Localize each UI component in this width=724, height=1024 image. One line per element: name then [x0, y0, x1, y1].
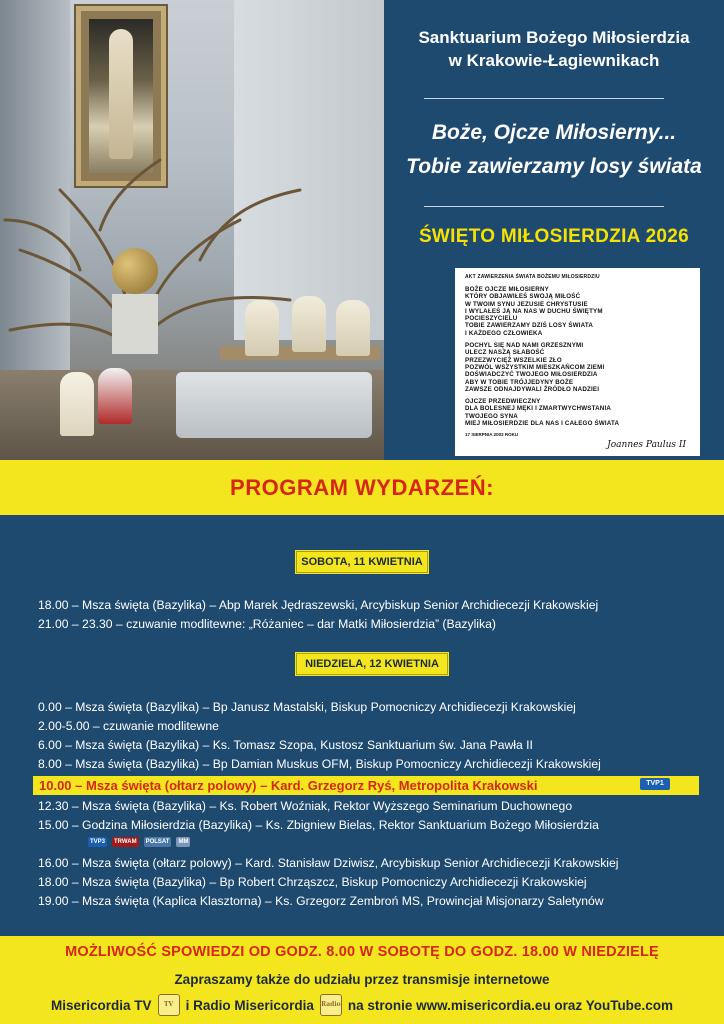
trwam-logo-icon: TRWAM [114, 839, 137, 845]
mm-logo-icon: MM [178, 839, 189, 845]
sanctuary-photo [0, 0, 384, 460]
act-date: 17 SIERPNIA 2002 ROKU [465, 432, 519, 438]
act-stanza-2: POCHYL SIĘ NAD NAMI GRZESZNYMI ULECZ NASZĄ SŁABOŚĆ PRZEZWYCIĘŻ WSZELKIE ZŁO POZWÓL WSZYSTKIM MIESZKAŃCOM ZIEMI DOŚWIADCZYĆ TWOJEGO MIŁOSIERDZIA ABY W TOBIE TRÓJJEDYNY BOŻE ZAWSZE ODNAJDYWALI ŹRÓDŁO NADZIEI [465, 342, 605, 393]
globe-sculpture [112, 248, 158, 294]
event-item: 12.30 – Msza święta (Bazylika) – Ks. Robert Woźniak, Rektor Wyższego Seminarium Duchownego [38, 799, 573, 813]
event-item: 8.00 – Msza święta (Bazylika) – Bp Damian Muskus OFM, Biskup Pomocniczy Archidiecezji Krakowskiej [38, 757, 601, 771]
papal-signature: Joannes Paulus II [607, 440, 686, 450]
event-item: 0.00 – Msza święta (Bazylika) – Bp Janusz Mastalski, Biskup Pomocniczy Archidiecezji Krakowskiej [38, 700, 576, 714]
confession-info: MOŻLIWOŚĆ SPOWIEDZI OD GODZ. 8.00 W SOBOTĘ DO GODZ. 18.00 W NIEDZIELĘ [65, 944, 659, 960]
act-stanza-3: OJCZE PRZEDWIECZNY DLA BOLESNEJ MĘKI I ZMARTWYCHWSTANIA TWOJEGO SYNA MIEJ MIŁOSIERDZIE DLA NAS I CAŁEGO ŚWIATA [465, 398, 620, 428]
day-label-saturday: SOBOTA, 11 KWIETNIA [295, 550, 429, 574]
divider [424, 98, 664, 99]
misericordia-tv-logo-icon: TV [158, 994, 180, 1016]
broadcaster-logos [88, 836, 190, 848]
event-item-highlighted: 10.00 – Msza święta (ołtarz polowy) – Kard. Grzegorz Ryś, Metropolita Krakowski [33, 776, 699, 795]
sanctuary-name: Sanktuarium Bożego Miłosierdzia w Krakowie-Łagiewnikach [418, 28, 690, 70]
radio-misericordia-label: i Radio Misericordia [185, 997, 314, 1013]
day-label-sunday: NIEDZIELA, 12 KWIETNIA [295, 652, 449, 676]
misericordia-tv-label: Misericordia TV [51, 997, 152, 1013]
act-title: AKT ZAWIERZENIA ŚWIATA BOŻEMU MIŁOSIERDZIU [465, 274, 600, 280]
act-stanza-1: BOŻE OJCZE MIŁOSIERNY KTÓRY OBJAWIŁEŚ SWOJĄ MIŁOŚĆ W TWOIM SYNU JEZUSIE CHRYSTUSIE I WYLAŁEŚ JĄ NA NAS W DUCHU ŚWIĘTYM POCIESZYCIELU TOBIE ZAWIERZAMY DZIŚ LOSY ŚWIATA I KAŻDEGO CZŁOWIEKA [465, 286, 603, 337]
website-info[interactable]: na stronie www.misericordia.eu oraz YouTube.com [347, 997, 673, 1013]
prayer-line-1: Boże, Ojcze Miłosierny... [431, 121, 677, 144]
event-item: 15.00 – Godzina Miłosierdzia (Bazylika) – Ks. Zbigniew Bielas, Rektor Sanktuarium Bożego Miłosierdzia [38, 818, 599, 832]
event-item: 16.00 – Msza święta (ołtarz polowy) – Kard. Stanisław Dziwisz, Arcybiskup Senior Archidiecezji Krakowskiej [38, 856, 619, 870]
event-item: 18.00 – Msza święta (Bazylika) – Abp Marek Jędraszewski, Arcybiskup Senior Archidiecezji Krakowskiej [38, 598, 599, 612]
divider [424, 206, 664, 207]
tvp3-logo-icon: TVP3 [90, 839, 106, 845]
header-section [0, 0, 724, 460]
radio-misericordia-logo-icon: Radio [320, 994, 342, 1016]
polsat-logo-icon: POLSAT [145, 839, 170, 845]
prayer-line-2: Tobie zawierzamy losy świata [406, 155, 702, 178]
event-item: 19.00 – Msza święta (Kaplica Klasztorna) – Ks. Grzegorz Zembroń MS, Prowincjał Misjonarzy Saletynów [38, 894, 604, 908]
event-item: 6.00 – Msza święta (Bazylika) – Ks. Tomasz Szopa, Kustosz Sanktuarium św. Jana Pawła II [38, 738, 533, 752]
marble-altar [176, 372, 372, 438]
tvp1-logo-icon: TVP1 [640, 778, 670, 790]
act-of-entrustment-document [455, 268, 700, 456]
feast-title: ŚWIĘTO MIŁOSIERDZIA 2026 [418, 226, 690, 247]
event-item: 18.00 – Msza święta (Bazylika) – Bp Robert Chrząszcz, Biskup Pomocniczy Archidiecezji Krakowskiej [38, 875, 587, 889]
program-title: PROGRAM WYDARZEŃ: [230, 475, 494, 500]
stream-links [0, 994, 724, 1016]
event-item: 2.00-5.00 – czuwanie modlitewne [38, 719, 219, 733]
event-item: 21.00 – 23.30 – czuwanie modlitewne: „Różaniec – dar Matki Miłosierdzia” (Bazylika) [38, 617, 496, 631]
stream-invite: Zapraszamy także do udziału przez transmisje internetowe [174, 972, 550, 987]
